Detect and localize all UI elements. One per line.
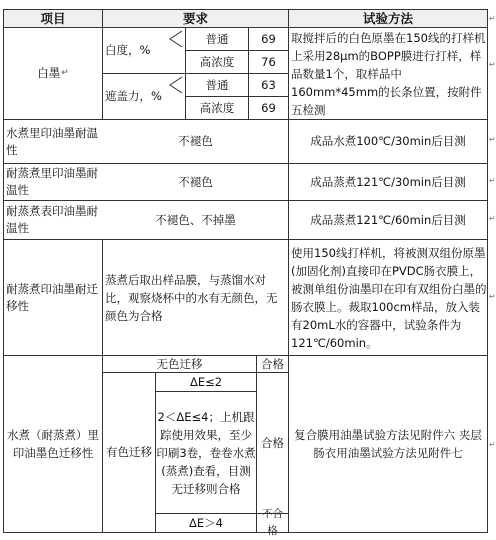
whiteness-normal-value: 69 bbox=[261, 31, 276, 46]
paragraph-mark: ↵ bbox=[489, 440, 496, 449]
delta-e-mid: 2＜ΔE≤4；上机跟踪使用效果，至少印刷3卷，卷卷水煮(蒸煮)查看，目测无迁移则合格 bbox=[156, 409, 256, 496]
row2-requirement: 不褪色 bbox=[178, 174, 213, 189]
paragraph-mark: ↵ bbox=[489, 214, 496, 223]
header-method: 试验方法 bbox=[289, 10, 487, 27]
row4-method: 使用150线打样机，将被测双组份原墨(加固化剂)直接印在PVDC肠衣膜上，被测单组份油墨印在印有双组份白墨的肠衣膜上。裁取100cm样品，放入装有20mL水的容器中，试验条件为121℃/60min。 bbox=[291, 245, 487, 350]
migration-item: 水煮（耐蒸煮）里印油墨色迁移性 bbox=[7, 428, 99, 460]
row1-requirement: 不褪色 bbox=[178, 134, 213, 148]
row2-item: 耐蒸煮里印油墨耐温性 bbox=[6, 166, 98, 197]
whiteness-high-label: 高浓度 bbox=[199, 54, 235, 69]
no-migration-pass: 合格 bbox=[261, 356, 284, 371]
whiteness-label: 白度，% bbox=[105, 43, 151, 57]
row4-item: 耐蒸煮印油墨耐迁移性 bbox=[6, 281, 98, 313]
row3-requirement: 不褪色、不掉墨 bbox=[155, 212, 236, 227]
row1-item: 水煮里印油墨耐温性 bbox=[6, 125, 98, 157]
paragraph-mark: ↵ bbox=[489, 135, 496, 144]
paragraph-mark: ↵ bbox=[489, 60, 496, 69]
opacity-normal-value: 63 bbox=[261, 77, 276, 92]
paragraph-mark: ↵ bbox=[489, 176, 496, 185]
row3-method: 成品蒸煮121℃/60min后目测 bbox=[310, 212, 466, 227]
delta-e-gt4: ΔE＞4 bbox=[189, 515, 223, 530]
row3-item: 耐蒸煮表印油墨耐温性 bbox=[6, 204, 98, 235]
header-item: 项目 bbox=[4, 10, 102, 27]
fail-label: 不合格 bbox=[262, 508, 283, 537]
delta-e-le2: ΔE≤2 bbox=[189, 374, 223, 389]
opacity-high-value: 69 bbox=[261, 100, 276, 115]
white-ink-method: 取搅拌后的白色原墨在150线的打样机上采用28μm的BOPP膜进行打样，样品数量1个，取样品中160mm*45mm的长条位置，按附件五检测 bbox=[291, 30, 486, 117]
opacity-label: 遮盖力，% bbox=[105, 89, 162, 103]
header-requirement: 要求 bbox=[103, 10, 288, 27]
row4-requirement: 蒸煮后取出样品膜，与蒸馏水对比，观察烧杯中的水有无颜色，无颜色为合格 bbox=[105, 272, 278, 323]
row2-method: 成品蒸煮121℃/30min后目测 bbox=[310, 174, 466, 189]
opacity-high-label: 高浓度 bbox=[199, 100, 235, 115]
no-migration-label: 无色迁移 bbox=[156, 356, 203, 371]
whiteness-normal-label: 普通 bbox=[205, 31, 229, 46]
mid-pass: 合格 bbox=[261, 435, 284, 450]
has-migration-label: 有色迁移 bbox=[106, 445, 152, 459]
paragraph-mark: ↵ bbox=[489, 14, 496, 23]
row1-method: 成品水煮100℃/30min后目测 bbox=[310, 134, 466, 148]
migration-method: 复合膜用油墨试验方法见附件六 夹层肠衣用油墨试验方法见附件七 bbox=[294, 428, 482, 460]
whiteness-high-value: 76 bbox=[261, 54, 276, 69]
white-ink-item: 白墨 ↵ bbox=[37, 66, 69, 80]
opacity-normal-label: 普通 bbox=[205, 77, 229, 92]
paragraph-mark: ↵ bbox=[489, 292, 496, 301]
